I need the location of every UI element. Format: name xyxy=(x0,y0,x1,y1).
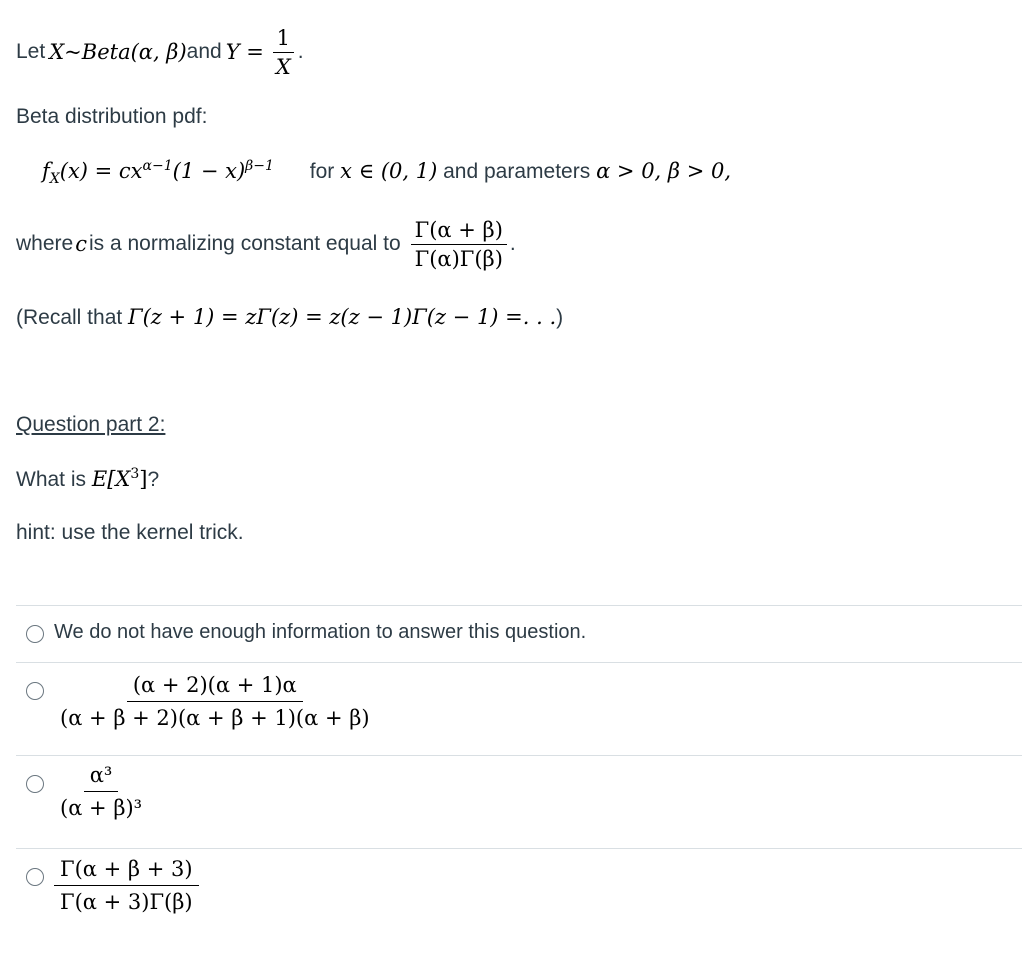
norm-c: c xyxy=(75,232,87,256)
recall-prefix: (Recall that xyxy=(16,306,129,329)
intro-y-eq: Y = xyxy=(225,40,264,64)
option-divider xyxy=(16,605,1022,606)
norm-where: where xyxy=(16,232,74,255)
option-4-den: Γ(α + 3)Γ(β) xyxy=(60,890,193,914)
intro-beta: Beta(α, β) xyxy=(81,40,187,64)
recall-expr: Γ(z + 1) = zΓ(z) = z(z − 1)Γ(z − 1) =. . . xyxy=(128,305,557,329)
question-prefix: What is xyxy=(16,468,92,491)
intro-and: and xyxy=(186,40,222,63)
pdf-and-params: and parameters xyxy=(437,160,597,183)
intro-tilde: ~ xyxy=(64,40,82,64)
radio-button-1[interactable] xyxy=(26,625,44,643)
option-1-text: We do not have enough information to answer this question. xyxy=(54,621,587,643)
intro-let: Let xyxy=(16,40,46,63)
pdf-f-sub: X xyxy=(49,171,60,188)
pdf-params: α > 0, β > 0, xyxy=(596,159,732,183)
option-3-den: (α + β)³ xyxy=(60,796,143,820)
pdf-f-arg: (x) = cx xyxy=(59,159,143,183)
norm-period: . xyxy=(509,232,516,255)
option-3-fraction xyxy=(54,763,148,820)
intro-period: . xyxy=(297,40,304,63)
option-4-fraction xyxy=(54,857,199,914)
intro-line xyxy=(16,20,304,84)
recall-suffix: ) xyxy=(556,306,564,329)
norm-fraction xyxy=(411,218,507,271)
intro-frac-num: 1 xyxy=(273,26,294,53)
recall-line xyxy=(16,305,563,330)
option-2-fraction xyxy=(54,673,376,730)
option-2-num: (α + 2)(α + 1)α xyxy=(127,673,303,702)
pdf-for: for xyxy=(309,160,341,183)
question-expr: E[X xyxy=(91,467,131,491)
pdf-formula-line xyxy=(42,158,731,187)
option-divider xyxy=(16,662,1022,663)
norm-text: is a normalizing constant equal to xyxy=(88,232,401,255)
norm-frac-num: Γ(α + β) xyxy=(411,218,507,245)
option-divider xyxy=(16,755,1022,756)
question-title: Question part 2: xyxy=(16,413,166,436)
pdf-exp2: β−1 xyxy=(245,158,274,174)
option-4-num: Γ(α + β + 3) xyxy=(54,857,199,886)
intro-fraction xyxy=(272,26,295,79)
question-suffix: ? xyxy=(147,468,160,491)
option-3-num: α³ xyxy=(84,763,119,792)
option-divider xyxy=(16,848,1022,849)
question-hint: hint: use the kernel trick. xyxy=(16,521,244,544)
pdf-domain: x ∈ (0, 1) xyxy=(340,159,438,183)
radio-button-3[interactable] xyxy=(26,775,44,793)
norm-frac-den: Γ(α)Γ(β) xyxy=(414,246,503,271)
question-prompt xyxy=(16,466,159,492)
intro-frac-den: X xyxy=(275,54,291,79)
pdf-mid: (1 − x) xyxy=(172,159,246,183)
intro-x: X xyxy=(49,40,65,64)
pdf-label: Beta distribution pdf: xyxy=(16,105,208,128)
pdf-f: f xyxy=(42,159,50,183)
norm-line xyxy=(16,208,516,280)
question-expr-end: ] xyxy=(139,467,148,491)
question-exp: 3 xyxy=(130,466,140,482)
option-2-den: (α + β + 2)(α + β + 1)(α + β) xyxy=(60,706,370,730)
radio-button-2[interactable] xyxy=(26,682,44,700)
radio-button-4[interactable] xyxy=(26,868,44,886)
pdf-exp1: α−1 xyxy=(142,158,173,174)
